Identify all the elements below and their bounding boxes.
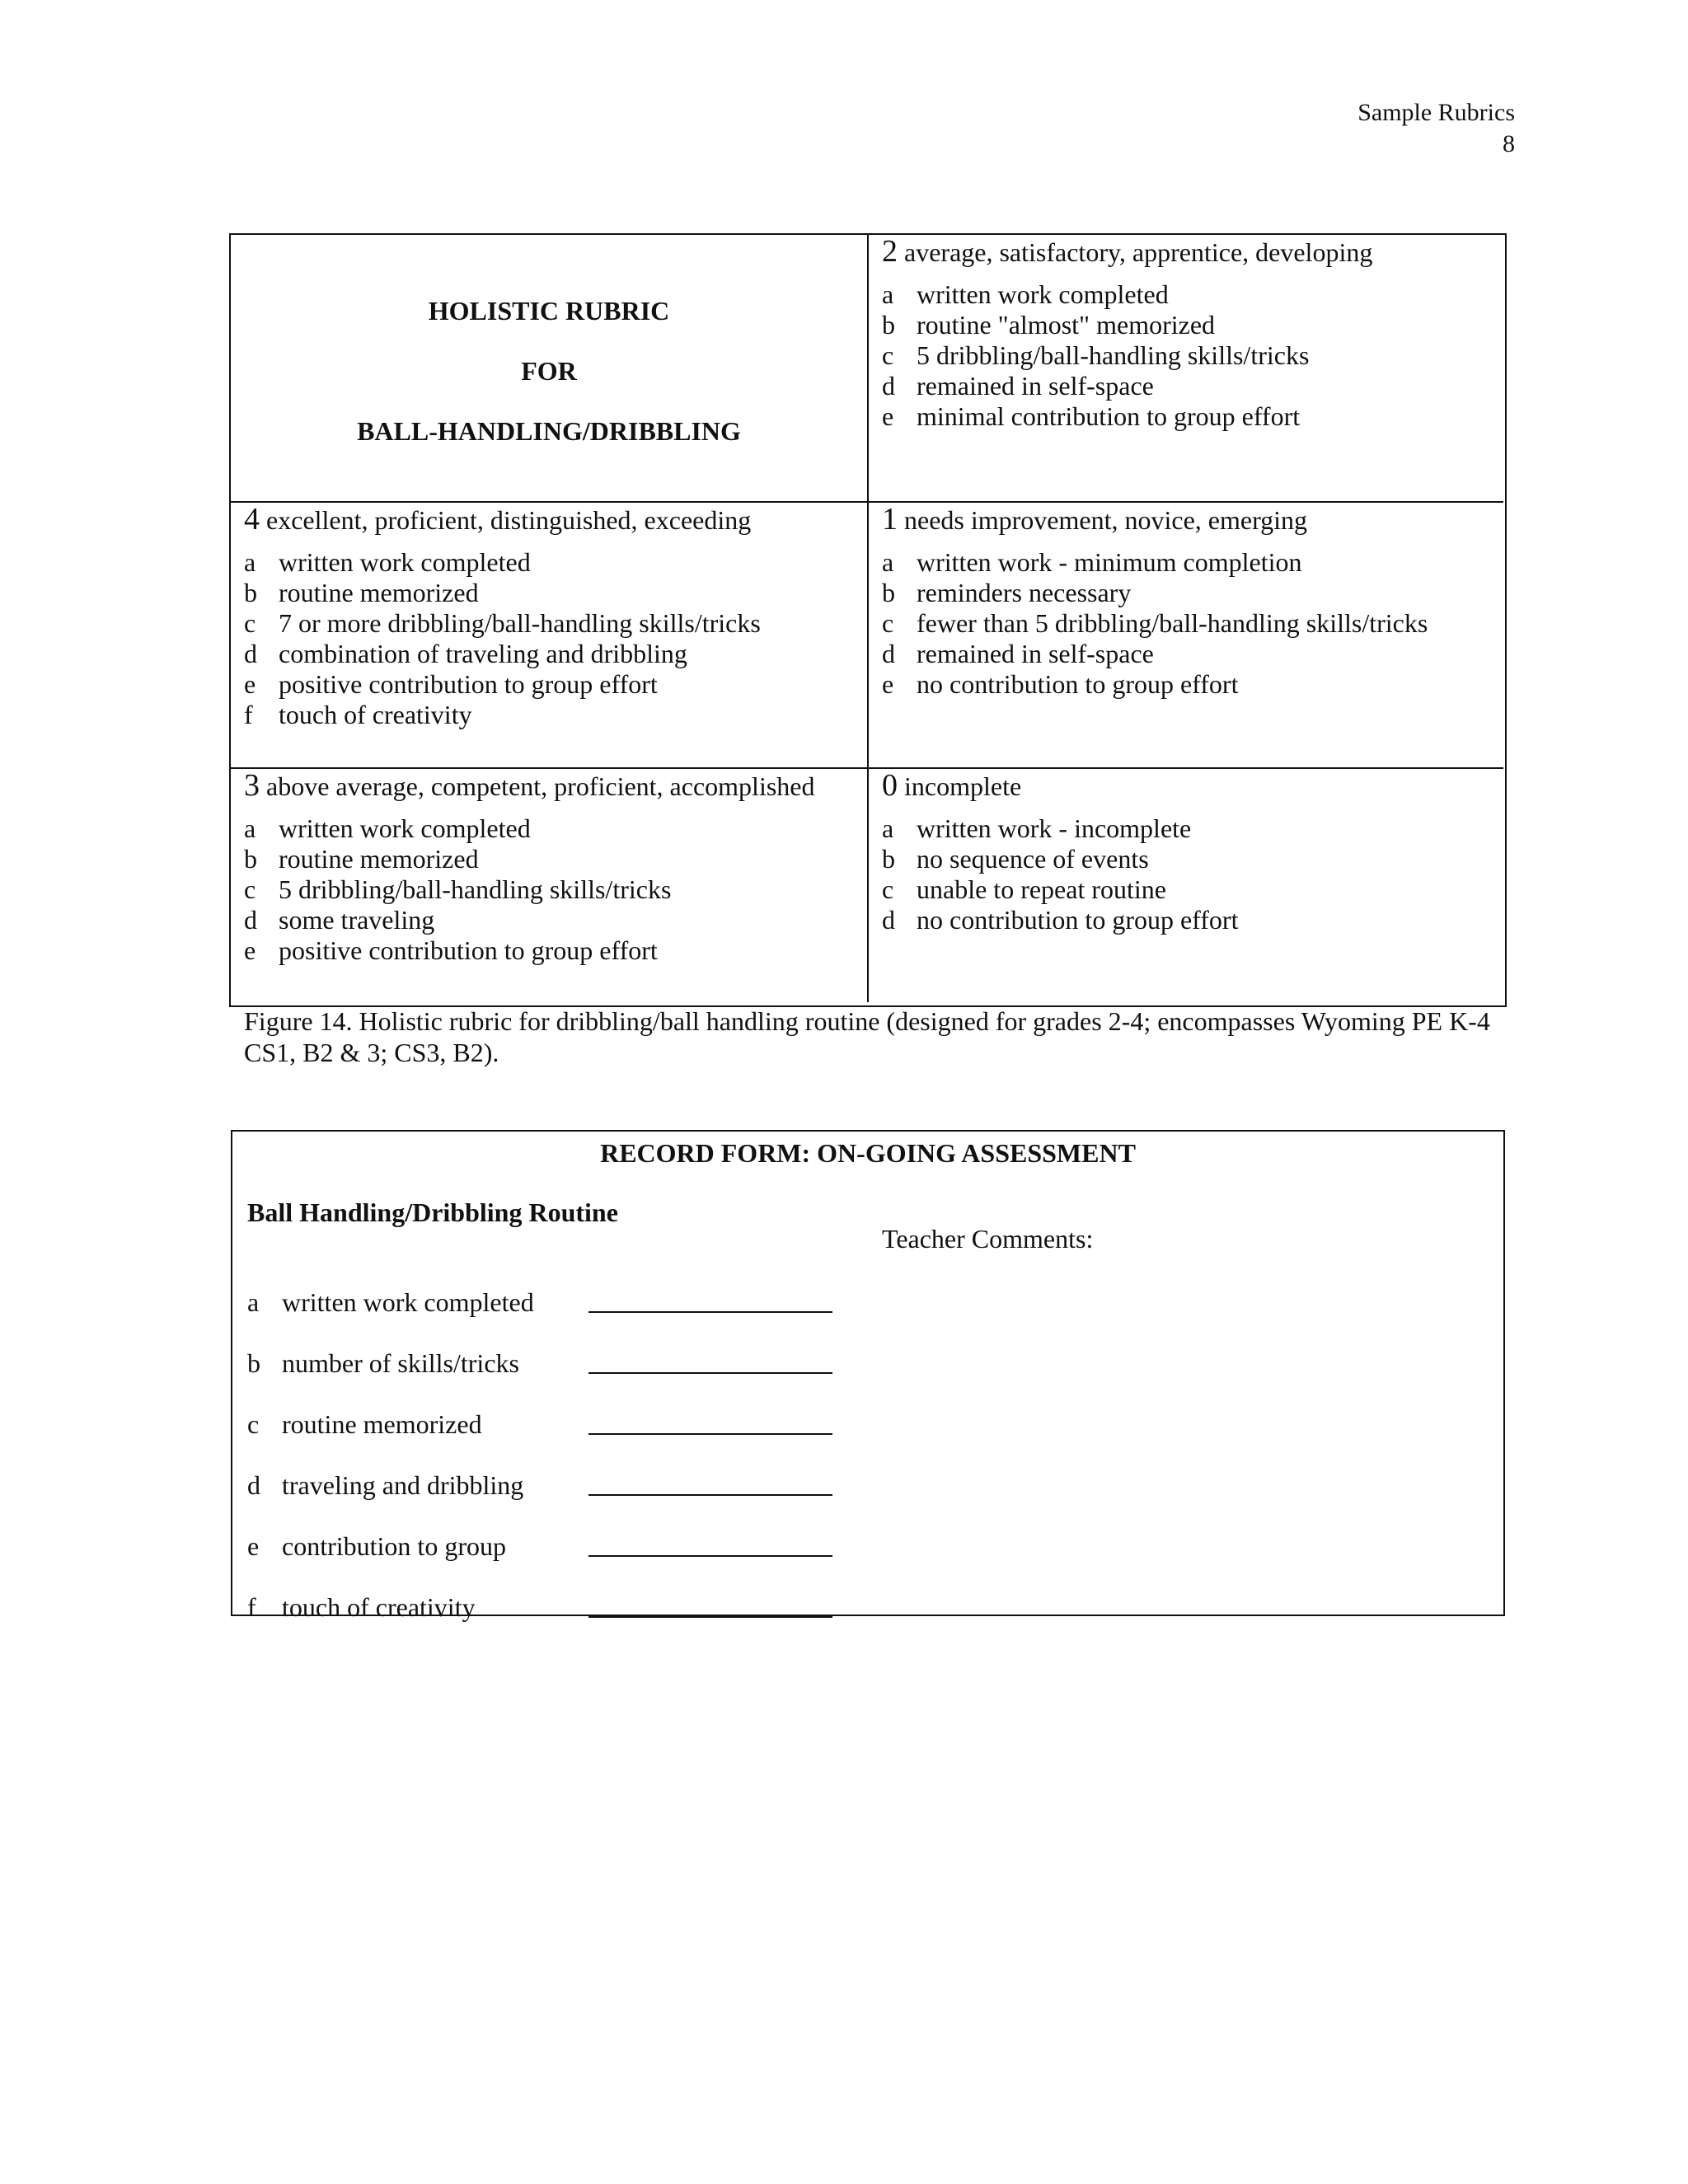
criterion-item [882, 401, 1490, 432]
level-heading [244, 504, 854, 536]
record-form-item [247, 1501, 832, 1562]
level-descriptor: needs improvement, novice, emerging [904, 505, 1308, 535]
score-blank-line[interactable] [588, 1493, 832, 1496]
criterion-letter: a [244, 547, 256, 577]
criterion-letter: b [882, 578, 895, 607]
criterion-text: minimal contribution to group effort [917, 401, 1301, 431]
criterion-text: written work - incomplete [917, 813, 1192, 843]
running-title: Sample Rubrics [1357, 99, 1515, 126]
criterion-text: 5 dribbling/ball-handling skills/tricks [279, 874, 672, 904]
item-letter: d [247, 1470, 260, 1500]
item-letter: f [247, 1592, 256, 1622]
rubric-level-cell [231, 501, 867, 767]
criterion-item [244, 905, 854, 935]
criterion-text: positive contribution to group effort [279, 935, 658, 965]
criterion-item [882, 905, 1490, 935]
criterion-item [244, 700, 854, 730]
item-label: contribution to group [282, 1531, 506, 1561]
rubric-title-line: FOR [521, 356, 577, 386]
criterion-letter: d [244, 905, 257, 935]
criterion-text: routine memorized [279, 844, 479, 874]
item-letter: a [247, 1287, 260, 1317]
rubric-level-cell [231, 767, 867, 1002]
criterion-letter: e [244, 669, 256, 699]
criterion-letter: a [882, 279, 894, 309]
criterion-letter: a [244, 813, 256, 843]
rubric-title-line: HOLISTIC RUBRIC [428, 296, 670, 326]
record-form-item [247, 1440, 832, 1501]
score-blank-line[interactable] [588, 1615, 832, 1618]
criterion-text: routine "almost" memorized [917, 310, 1216, 340]
level-descriptor: incomplete [904, 771, 1022, 801]
item-label: routine memorized [282, 1409, 482, 1439]
level-score: 3 [244, 768, 260, 803]
criterion-text: 7 or more dribbling/ball-handling skills/tricks [279, 608, 761, 638]
criterion-item [244, 669, 854, 700]
score-blank-line[interactable] [588, 1554, 832, 1557]
routine-title: Ball Handling/Dribbling Routine [247, 1197, 618, 1227]
record-form-title: RECORD FORM: ON-GOING ASSESSMENT [600, 1138, 1136, 1168]
rubric-level-cell [867, 767, 1503, 1002]
item-letter: b [247, 1348, 260, 1378]
criterion-letter: d [882, 905, 895, 935]
criterion-letter: c [244, 874, 256, 904]
criterion-letter: c [882, 608, 894, 638]
record-form-item [247, 1562, 832, 1623]
rubric-level-cell [867, 501, 1503, 767]
criterion-text: no sequence of events [917, 844, 1149, 874]
record-form-item [247, 1257, 832, 1318]
rubric-title-line: BALL-HANDLING/DRIBBLING [357, 416, 741, 446]
criterion-item [244, 608, 854, 639]
holistic-rubric-table [229, 233, 1507, 1007]
criterion-letter: c [244, 608, 256, 638]
criterion-text: remained in self-space [917, 371, 1154, 401]
teacher-comments-label: Teacher Comments: [882, 1224, 1094, 1254]
level-descriptor: average, satisfactory, apprentice, developing [904, 237, 1373, 267]
level-heading [882, 234, 1490, 269]
level-descriptor: excellent, proficient, distinguished, exceeding [266, 505, 752, 535]
criterion-letter: f [244, 700, 253, 729]
criterion-item [882, 844, 1490, 874]
item-letter: e [247, 1531, 260, 1561]
criterion-item [882, 340, 1490, 371]
record-form-item [247, 1379, 832, 1440]
criterion-text: written work - minimum completion [917, 547, 1302, 577]
criterion-text: written work completed [279, 547, 531, 577]
criterion-text: combination of traveling and dribbling [279, 639, 687, 668]
criterion-text: routine memorized [279, 578, 479, 607]
criterion-letter: d [882, 371, 895, 401]
criterion-letter: b [882, 844, 895, 874]
level-heading [244, 768, 854, 803]
criterion-letter: c [882, 874, 894, 904]
level-score: 0 [882, 768, 898, 803]
criterion-letter: e [882, 669, 894, 699]
criterion-text: written work completed [279, 813, 531, 843]
item-label: traveling and dribbling [282, 1470, 524, 1500]
level-descriptor: above average, competent, proficient, accomplished [266, 771, 815, 801]
criterion-text: fewer than 5 dribbling/ball-handling skills/tricks [917, 608, 1428, 638]
score-blank-line[interactable] [588, 1310, 832, 1313]
criterion-text: no contribution to group effort [917, 669, 1239, 699]
running-head [1357, 97, 1515, 160]
criterion-item [244, 874, 854, 905]
criterion-letter: a [882, 547, 894, 577]
score-blank-line[interactable] [588, 1371, 832, 1374]
page-number: 8 [1503, 130, 1515, 157]
criterion-text: unable to repeat routine [917, 874, 1166, 904]
criterion-item [244, 639, 854, 669]
criterion-item [882, 279, 1490, 310]
criterion-item [882, 813, 1490, 844]
record-form-items [247, 1257, 832, 1623]
criterion-item [882, 371, 1490, 401]
level-heading [882, 768, 1490, 803]
record-form-item [247, 1318, 832, 1379]
criterion-item [882, 578, 1490, 608]
criterion-item [244, 935, 854, 966]
level-score: 2 [882, 234, 898, 269]
criterion-item [244, 578, 854, 608]
criterion-letter: d [244, 639, 257, 668]
item-label: number of skills/tricks [282, 1348, 519, 1378]
figure-caption: Figure 14. Holistic rubric for dribbling/ball handling routine (designed for grades 2-4; encompasses Wyoming PE K-4 CS1, B2 & 3; CS3, B2). [244, 1006, 1490, 1067]
record-form [231, 1130, 1505, 1622]
criterion-item [882, 310, 1490, 340]
criterion-item [882, 874, 1490, 905]
level-score: 4 [244, 502, 260, 537]
criterion-letter: a [882, 813, 894, 843]
rubric-title-cell [231, 235, 867, 501]
criterion-text: touch of creativity [279, 700, 472, 729]
item-label: touch of creativity [282, 1592, 476, 1622]
criterion-letter: b [882, 310, 895, 340]
criterion-letter: b [244, 844, 257, 874]
rubric-level-cell [867, 235, 1503, 501]
criterion-item [882, 669, 1490, 700]
criterion-text: positive contribution to group effort [279, 669, 658, 699]
level-score: 1 [882, 502, 898, 537]
criterion-text: 5 dribbling/ball-handling skills/tricks [917, 340, 1310, 370]
criterion-item [882, 639, 1490, 669]
criterion-letter: b [244, 578, 257, 607]
criterion-item [244, 813, 854, 844]
criterion-text: some traveling [279, 905, 435, 935]
criterion-item [244, 844, 854, 874]
criterion-letter: c [882, 340, 894, 370]
criterion-text: remained in self-space [917, 639, 1154, 668]
criterion-letter: d [882, 639, 895, 668]
criterion-text: written work completed [917, 279, 1169, 309]
criterion-item [882, 608, 1490, 639]
criterion-item [882, 547, 1490, 578]
criterion-letter: e [882, 401, 894, 431]
item-letter: c [247, 1409, 260, 1439]
criterion-letter: e [244, 935, 256, 965]
criterion-item [244, 547, 854, 578]
level-heading [882, 504, 1490, 536]
criterion-text: no contribution to group effort [917, 905, 1239, 935]
score-blank-line[interactable] [588, 1432, 832, 1435]
item-label: written work completed [282, 1287, 534, 1317]
criterion-text: reminders necessary [917, 578, 1132, 607]
